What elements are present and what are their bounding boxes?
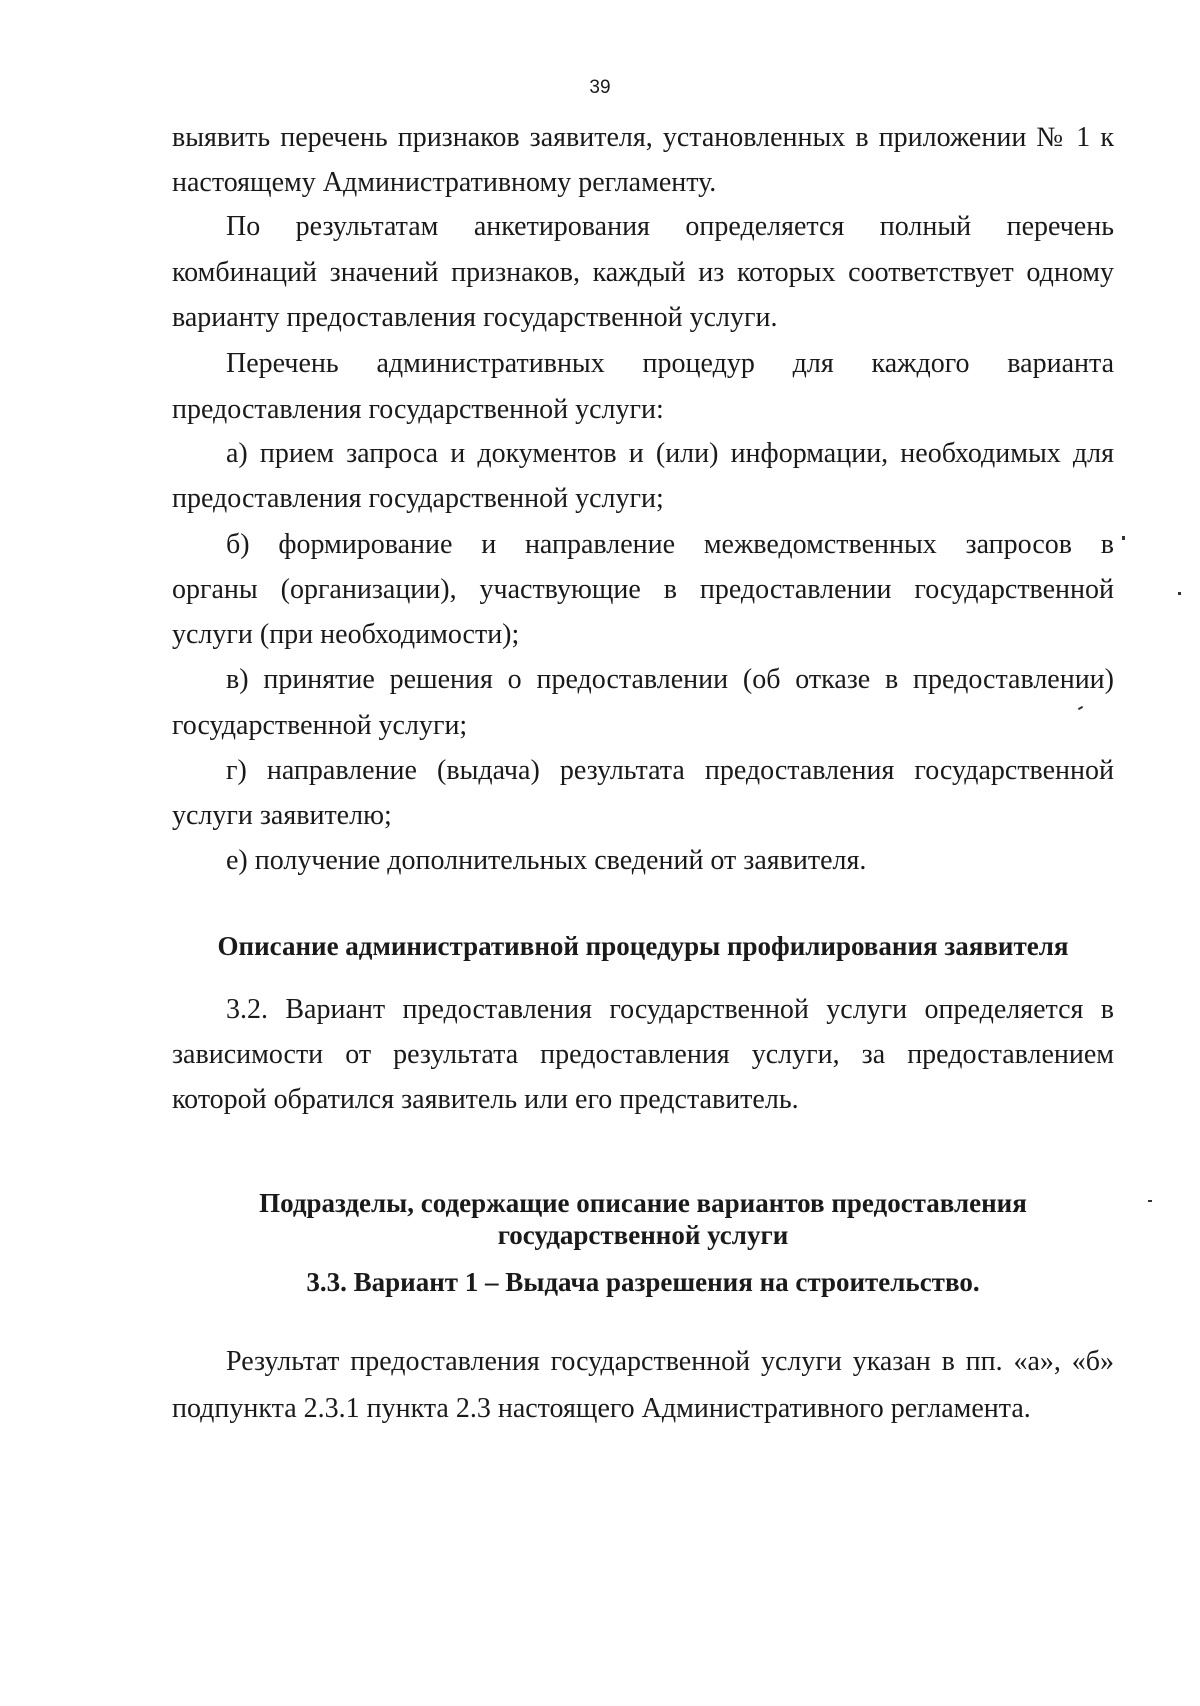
text-line: Результат предоставления государственной услуги указан в пп. «а», «б» — [226, 1346, 1114, 1377]
text-line: зависимости от результата предоставления услуги, за предоставлением — [172, 1039, 1114, 1070]
text-line: предоставления государственной услуги; — [172, 483, 664, 514]
list-item-g: г) направление (выдача) результата предоставления государственной — [226, 755, 1114, 786]
text-line: выявить перечень признаков заявителя, установленных в приложении № 1 к — [172, 122, 1114, 153]
text-line: услуги (при необходимости); — [172, 619, 520, 650]
section-heading: Описание административной процедуры профилирования заявителя — [217, 931, 1069, 961]
page-number: 39 — [589, 77, 611, 98]
scan-speck — [1178, 592, 1181, 595]
list-item-v: в) принятие решения о предоставлении (об отказе в предоставлении) — [226, 664, 1114, 695]
text-line: 3.2. Вариант предоставления государственной услуги определяется в — [226, 994, 1114, 1025]
scan-speck — [1122, 536, 1125, 540]
text-line: органы (организации), участвующие в предоставлении государственной — [172, 574, 1114, 605]
text-line: варианту предоставления государственной услуги. — [172, 302, 778, 333]
text-line: По результатам анкетирования определяется полный перечень — [226, 211, 1114, 242]
variant-heading: 3.3. Вариант 1 – Выдача разрешения на строительство. — [306, 1267, 980, 1297]
text-line: которой обратился заявитель или его представитель. — [172, 1084, 799, 1115]
subsection-heading: Подразделы, содержащие описание вариантов предоставления — [259, 1188, 1027, 1218]
text-line: предоставления государственной услуги: — [172, 394, 664, 425]
list-item-a: а) прием запроса и документов и (или) информации, необходимых для — [226, 438, 1114, 469]
text-line: настоящему Административному регламенту. — [172, 167, 717, 198]
text-line: Перечень административных процедур для каждого варианта — [226, 348, 1114, 379]
list-item-b: б) формирование и направление межведомственных запросов в — [226, 529, 1114, 560]
text-line: услуги заявителю; — [172, 800, 392, 831]
text-line: государственной услуги; — [172, 710, 468, 741]
text-line: комбинаций значений признаков, каждый из которых соответствует одному — [172, 257, 1114, 288]
scan-speck — [1148, 1200, 1152, 1202]
subsection-heading: государственной услуги — [497, 1220, 789, 1250]
list-item-e: е) получение дополнительных сведений от заявителя. — [226, 845, 867, 876]
text-line: подпункта 2.3.1 пункта 2.3 настоящего Административного регламента. — [172, 1393, 1031, 1424]
